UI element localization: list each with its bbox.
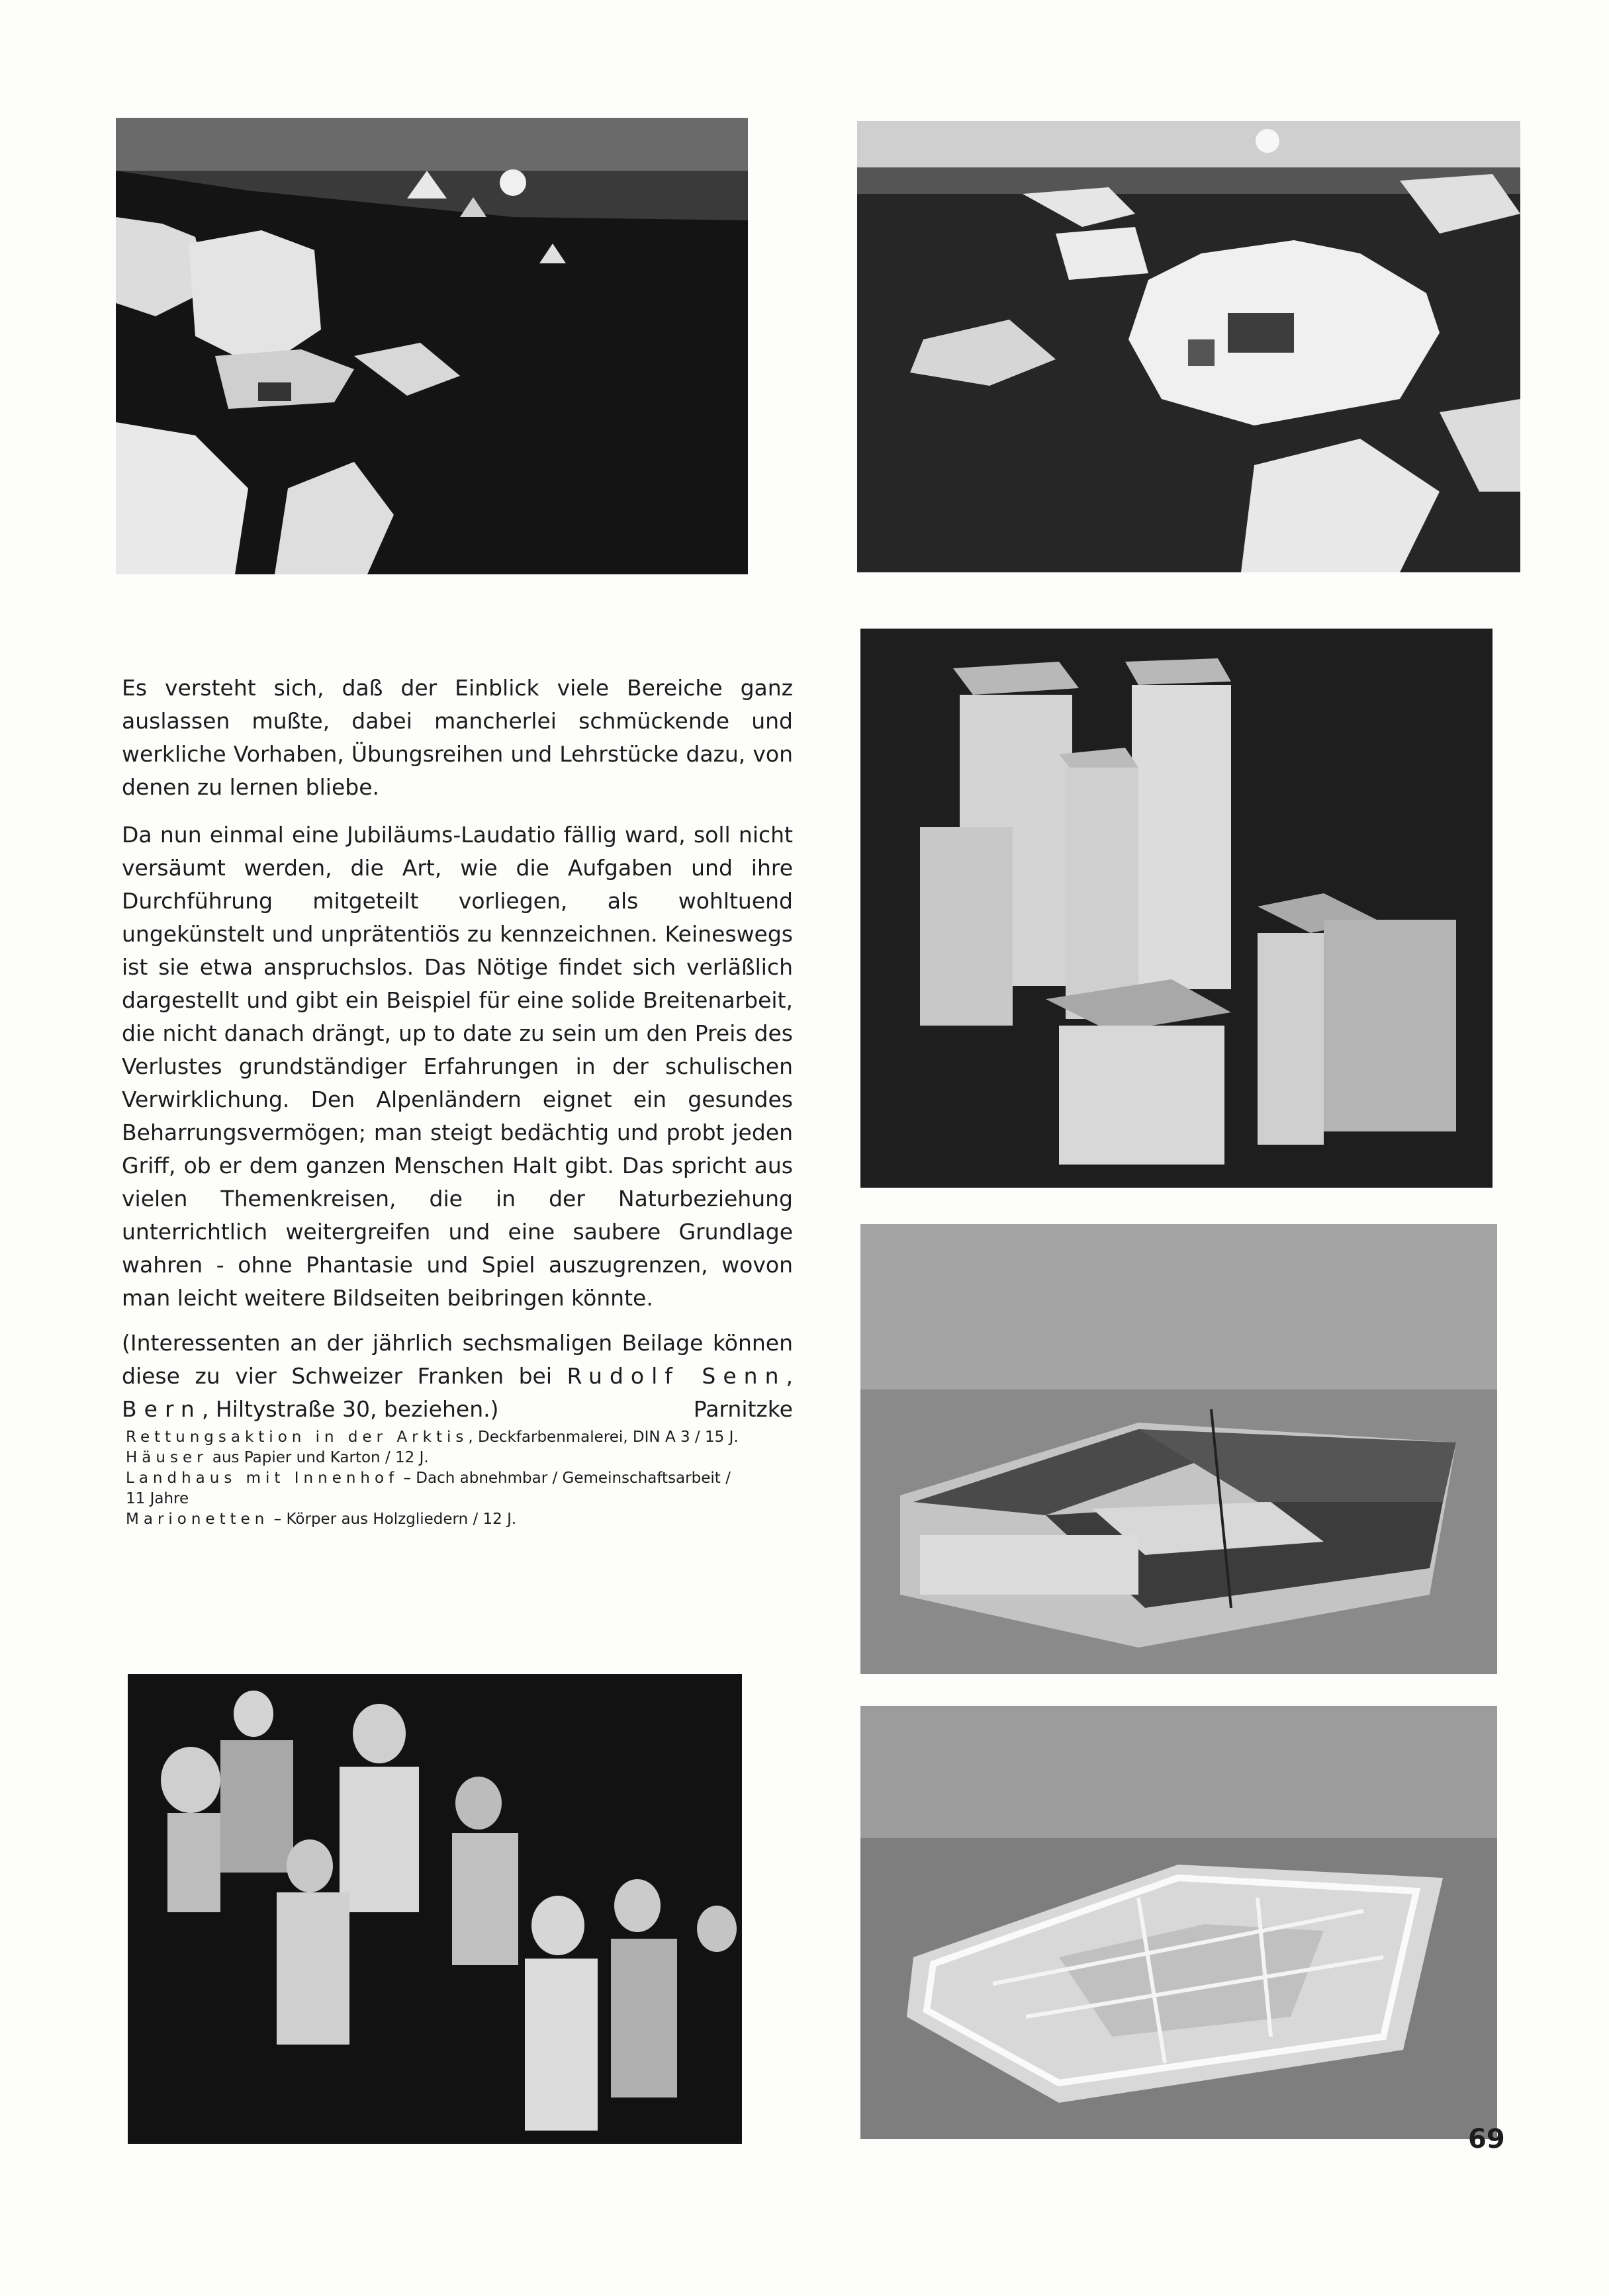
caption-title: Rettungsaktion in der Arktis [126,1429,469,1446]
caption-detail: aus Papier und Karton / 12 J. [207,1449,429,1466]
caption-line [126,1448,794,1468]
paragraph-3-separator: , [786,1363,794,1389]
caption-title: Landhaus mit Innenhof [126,1470,399,1487]
caption-line [126,1468,794,1489]
author-signature: Parnitzke [693,1396,793,1422]
paragraph-1: Es versteht sich, daß der Einblick viele Bereiche ganz auslassen mußte, dabei mancherlei schmückende und werkliche Vorhaben, Übungsreihen und Lehrstücke dazu, von denen zu lernen bliebe. [122,675,793,800]
caption-detail: – Körper aus Holzgliedern / 12 J. [269,1511,517,1528]
photo-captions [126,1427,794,1530]
caption-detail: – Dach abnehmbar / Gemeinschaftsarbeit / [398,1470,731,1487]
arctic-painting-left [116,118,748,574]
paragraph-3-start: (Interessenten an der jährlich sechsmaligen Beilage können diese zu vier Schweizer Franken bei [122,1330,793,1389]
arctic-painting-right [857,121,1520,572]
caption-detail: 11 Jahre [126,1490,189,1507]
body-text [122,672,793,1426]
paragraph-3 [122,1327,793,1426]
publisher-name: Rudolf Senn [567,1363,786,1389]
paper-houses-photo [860,629,1493,1188]
paragraph-3-end: , Hiltystraße 30, beziehen.) [201,1396,499,1422]
paragraph-2: Da nun einmal eine Jubiläums-Laudatio fällig ward, soll nicht versäumt werden, die Art, wie die Aufgaben und ihre Durchführung mitgeteilt vorliegen, als wohltuend ungekünstelt und unprätentiös zu kennzeichnen. Keineswegs ist sie etwa anspruchslos. Das Nötige findet sich verläßlich dargestellt und gibt ein Beispiel für eine solide Breitenarbeit, die nicht danach drängt, up to date zu sein um den Preis des Verlustes grundständiger Erfahrungen in der schulischen Verwirklichung. Den Alpenländern eignet ein gesundes Beharrungsvermögen; man steigt bedächtig und probt jeden Griff, ob er dem ganzen Menschen Halt gibt. Das spricht aus vielen Themenkreisen, die in der Naturbeziehung unterrichtlich weitergreifen und eine saubere Grundlage wahren - ohne Phantasie und Spiel auszugrenzen, wovon man leicht weitere Bildseiten beibringen könnte. [122,822,793,1311]
caption-title: Marionetten [126,1511,269,1528]
caption-line [126,1427,794,1448]
caption-title: Häuser [126,1449,208,1466]
country-house-no-roof-photo [860,1706,1497,2139]
caption-detail: , Deckfarbenmalerei, DIN A 3 / 15 J. [468,1429,739,1446]
publisher-city: Bern [122,1396,202,1422]
caption-line [126,1509,794,1530]
caption-line [126,1489,794,1509]
country-house-roof-photo [860,1224,1497,1674]
marionettes-photo [128,1674,742,2144]
page-number: 69 [1468,2124,1505,2154]
